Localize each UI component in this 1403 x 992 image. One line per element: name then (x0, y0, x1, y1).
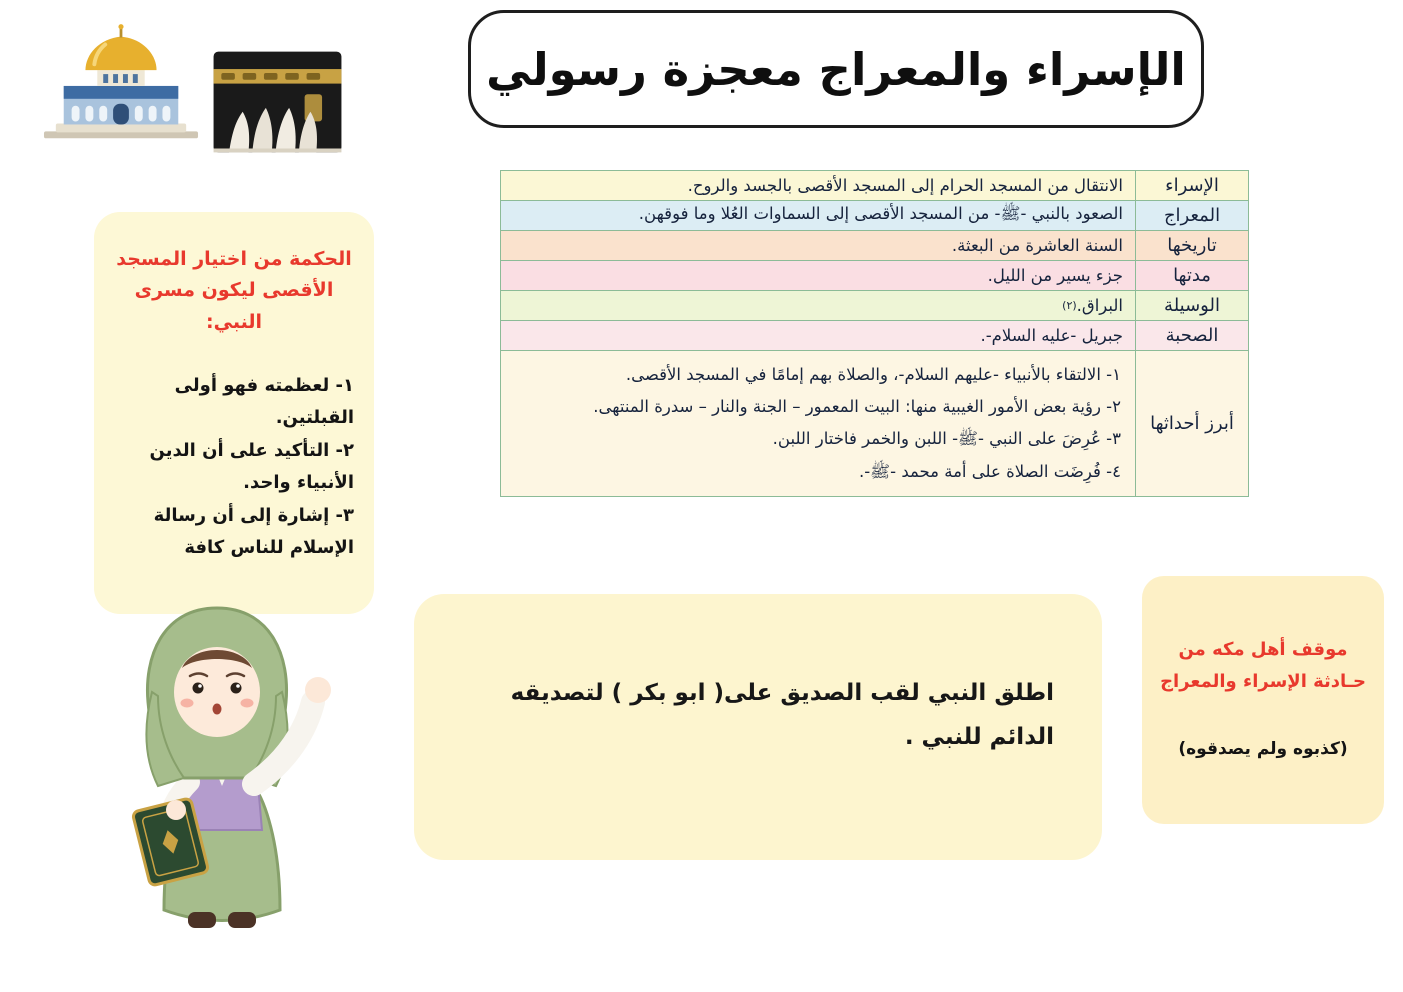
row-label: أبرز أحداثها (1135, 351, 1248, 496)
table-row (501, 291, 1248, 321)
row-content: جبريل -عليه السلام-. (980, 326, 1123, 345)
row-content (501, 351, 1135, 496)
events-line: ٣- عُرِضَ على النبي -ﷺ- اللبن والخمر فاختار اللبن. (772, 429, 1121, 449)
table-row (501, 231, 1248, 261)
dome-of-the-rock-icon (42, 22, 200, 142)
row-content (501, 291, 1135, 320)
table-row (501, 321, 1248, 351)
makkah-box (1142, 576, 1384, 824)
makkah-heading: موقف أهل مكه من حـادثة الإسراء والمعراج (1160, 639, 1366, 693)
page-title: الإسراء والمعراج معجزة رسولي (486, 42, 1186, 96)
events-line: ٢- رؤية بعض الأمور الغيبية منها: البيت المعمور – الجنة والنار – سدرة المنتهى. (593, 397, 1121, 417)
hikma-items (114, 370, 354, 564)
row-label: الصحبة (1135, 321, 1248, 350)
hijab-girl-illustration (92, 572, 352, 952)
title-box (468, 10, 1204, 128)
footnote-marker: (٢) (1062, 299, 1077, 312)
kaaba-icon (200, 42, 355, 162)
info-table (500, 170, 1249, 497)
row-content: الانتقال من المسجد الحرام إلى المسجد الأقصى بالجسد والروح. (687, 176, 1123, 195)
row-label: الإسراء (1135, 171, 1248, 200)
table-row (501, 351, 1248, 496)
siddiq-text: اطلق النبي لقب الصديق على( ابو بكر ) لتصديقه الدائم للنبي . (510, 680, 1054, 750)
events-line: ٤- فُرِضَت الصلاة على أمة محمد -ﷺ-. (858, 461, 1121, 481)
row-content: الصعود بالنبي -ﷺ- من المسجد الأقصى إلى السماوات العُلا وما فوقهن. (638, 203, 1123, 223)
row-label: مدتها (1135, 261, 1248, 290)
makkah-body: (كذبوه ولم يصدقوه) (1178, 738, 1348, 759)
row-content-text: البراق. (1076, 296, 1123, 315)
hikma-item: ١- لعظمته فهو أولى القبلتين. (174, 375, 354, 429)
siddiq-box (414, 594, 1102, 860)
hikma-item: ٢- التأكيد على أن الدين الأنبياء واحد. (149, 439, 354, 494)
table-row (501, 261, 1248, 291)
row-label: الوسيلة (1135, 291, 1248, 320)
row-content: جزء يسير من الليل. (987, 266, 1123, 285)
row-content: السنة العاشرة من البعثة. (951, 236, 1123, 255)
table-row (501, 201, 1248, 231)
hikma-box (94, 212, 374, 614)
table-row (501, 171, 1248, 201)
events-line: ١- الالتقاء بالأنبياء -عليهم السلام-، والصلاة بهم إمامًا في المسجد الأقصى. (625, 365, 1121, 384)
hikma-item: ٣- إشارة إلى أن رسالة الإسلام للناس كافة (153, 504, 354, 558)
hikma-heading: الحكمة من اختيار المسجد الأقصى ليكون مسرى النبي: (116, 248, 352, 333)
row-label: تاريخها (1135, 231, 1248, 260)
row-label: المعراج (1135, 201, 1248, 230)
